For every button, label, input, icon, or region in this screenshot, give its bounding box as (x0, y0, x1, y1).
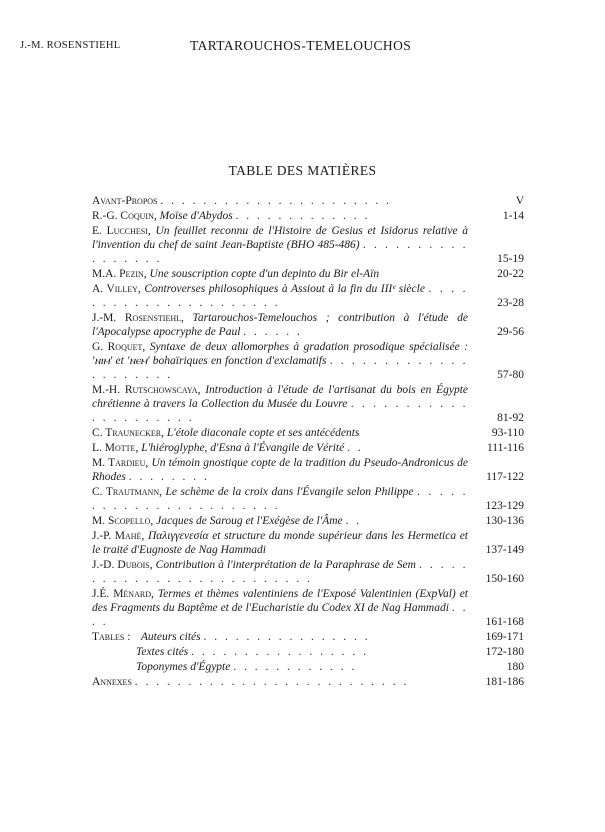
toc-entry-annexes (92, 675, 524, 689)
running-head-title: TARTAROUCHOS-TEMELOUCHOS (190, 38, 412, 53)
entry-title: Moïse d'Abydos (159, 210, 233, 222)
entry-pages: 23-28 (497, 297, 524, 309)
entry-pages: 20-22 (497, 268, 524, 280)
entry-author: E. Lucchesi, (92, 225, 151, 237)
entry-title: Παλιγγενεσία et structure du monde supérieur dans les Hermetica et le traité d'Eugnoste de Nag Hammadi (92, 530, 469, 556)
leader-dots: . . . . . . . . . . . . . . . . . . . . . (92, 398, 469, 424)
leader-dots: . . . . . . (243, 326, 303, 338)
entry-title: Un témoin gnostique copte de la tradition du Pseudo-Andronicus de Rhodes (92, 457, 469, 483)
entry-pages: 81-92 (497, 412, 524, 424)
toc-entry-tables-auteurs (92, 630, 524, 644)
running-head (0, 38, 605, 56)
entry-pages: 180 (506, 661, 524, 673)
leader-dots: . . . . . . . . . . . . . . . . . (191, 646, 369, 658)
toc-entry-tardieu (92, 456, 524, 484)
toc-entry-coquin (92, 209, 524, 223)
entry-pages: 57-80 (497, 369, 524, 381)
entry-pages: 161-168 (485, 616, 524, 628)
entry-title: Syntaxe de deux allomorphes à gradation prosodique spécialisée : 'ⲛⲓⲙ' et 'ⲛⲉⲙ' bohaïriques en fonction d'exclamatifs (92, 341, 468, 367)
entry-pages: 181-186 (485, 676, 524, 688)
entry-pages: 15-19 (497, 253, 524, 265)
tables-label: Tables : (92, 631, 131, 643)
entry-author: M.-H. Rutschowscaya, (92, 384, 201, 396)
entry-title: Contribution à l'interprétation de la Paraphrase de Sem (155, 559, 416, 571)
entry-pages: 111-116 (486, 442, 524, 454)
leader-dots: . . . . . . . . . . . . . . . . . . . . . . . . . . (134, 676, 409, 688)
leader-dots: . . . . . . . . . . . . . . . . . . . . . (92, 355, 468, 381)
leader-dots: . . . . . . . . . . . . . . . . . . . . . . . . . . (92, 559, 469, 585)
entry-pages: 29-56 (497, 326, 524, 338)
toc-entry-tables-toponymes (92, 660, 524, 674)
toc-entry-tables-textes (92, 645, 524, 659)
entry-title: Textes cités (136, 646, 189, 658)
entry-title: Le schème de la croix dans l'Évangile selon Philippe (165, 486, 414, 498)
entry-pages: 130-136 (485, 515, 524, 527)
entry-title: Tartarouchos-Temelouchos ; contribution à l'étude de l'Apocalypse apocryphe de Paul (92, 312, 468, 338)
entry-pages: 172-180 (485, 646, 524, 658)
entry-author: J.-P. Mahé, (92, 530, 145, 542)
entry-author: G. Roquet, (92, 341, 146, 353)
toc-entry-lucchesi (92, 224, 524, 266)
toc-entry-rutschowscaya (92, 383, 524, 425)
leader-dots: . . (345, 515, 362, 527)
toc-heading: TABLE DES MATIÈRES (228, 163, 377, 178)
leader-dots: . . . . (92, 602, 468, 628)
leader-dots: . . . . . . . . . . . . . . . . . . . . . . . (92, 486, 469, 512)
toc-entry-roquet (92, 340, 524, 382)
running-head-author: J.-M. ROSENSTIEHL (20, 40, 121, 51)
entry-author: J.É. Ménard, (92, 588, 154, 600)
toc-entry-scopello (92, 514, 524, 528)
entry-author: M.A. Pezin, (92, 268, 147, 280)
entry-author: J.-D. Dubois, (92, 559, 153, 571)
leader-dots: . . . . . . . . . . . . . . . . . . . . . . (92, 283, 469, 309)
entry-author: M. Tardieu, (92, 457, 149, 469)
toc-entry-mahe (92, 529, 524, 557)
entry-pages: 169-171 (485, 631, 524, 643)
entry-author: A. Villey, (92, 283, 141, 295)
entry-title: L'hiéroglyphe, d'Esna à l'Évangile de Vérité (141, 442, 345, 454)
entry-pages: 123-129 (485, 500, 524, 512)
entry-author: C. Trautmann, (92, 486, 162, 498)
toc-entry-dubois (92, 558, 524, 586)
entry-author: J.-M. Rosenstiehl, (92, 312, 184, 324)
toc-entry-trautmann (92, 485, 524, 513)
toc-entry-motte (92, 441, 524, 455)
leader-dots: . . . . . . . . (128, 471, 210, 483)
toc-entry-traunecker (92, 426, 524, 440)
entry-pages: 93-110 (491, 427, 524, 439)
leader-dots: . . . . . . . . . . . . . . . . . . . . . . (160, 195, 392, 207)
entry-pages: 150-160 (485, 573, 524, 585)
entry-title: Auteurs cités (140, 631, 201, 643)
entry-author: Avant-Propos (92, 195, 158, 207)
toc-entry-villey (92, 282, 524, 310)
toc-entry-avant-propos (92, 194, 524, 208)
entry-pages: 137-149 (485, 544, 524, 556)
entry-title: Introduction à l'étude de l'artisanat du bois en Égypte chrétienne à travers la Collection du Musée du Louvre (92, 384, 469, 410)
entry-pages: 117-122 (486, 471, 524, 483)
entry-author: M. Scopello, (92, 515, 154, 527)
toc-entry-rosenstiehl (92, 311, 524, 339)
annexes-label: Annexes (92, 676, 132, 688)
entry-author: C. Traunecker, (92, 427, 165, 439)
entry-pages: V (515, 195, 524, 207)
entry-pages: 1-14 (502, 210, 524, 222)
leader-dots: . . (347, 442, 364, 454)
toc-entry-pezin (92, 267, 524, 281)
leader-dots: . . . . . . . . . . . . . (235, 210, 370, 222)
entry-title: Un feuillet reconnu de l'Histoire de Gesius et Isidorus relative à l'invention du chef de saint Jean-Baptiste (BHO 485-486) (92, 225, 469, 251)
entry-author: R.-G. Coquin, (92, 210, 157, 222)
entry-title: Jacques de Saroug et l'Exégèse de l'Âme (156, 515, 343, 527)
leader-dots: . . . . . . . . . . . . . . . . (203, 631, 371, 643)
entry-title: Toponymes d'Égypte (136, 661, 231, 673)
table-of-contents (92, 194, 524, 690)
entry-title: Controverses philosophiques à Assiout à la fin du IIIᵉ siècle (144, 283, 425, 295)
leader-dots: . . . . . . . . . . . . (233, 661, 357, 673)
entry-title: Termes et thèmes valentiniens de l'Exposé Valentinien (ExpVal) et des Fragments du Baptême et de l'Eucharistie du Codex XI de Nag Hammadi (92, 588, 468, 614)
entry-title: L'étole diaconale copte et ses antécédents (166, 427, 360, 439)
entry-author: L. Motte, (92, 442, 139, 454)
leader-dots: . . . . . . . . . . . . . . . . . (92, 239, 468, 265)
toc-entry-menard (92, 587, 524, 629)
entry-title: Une souscription copte d'un depinto du Bir el-Aïn (149, 268, 380, 280)
